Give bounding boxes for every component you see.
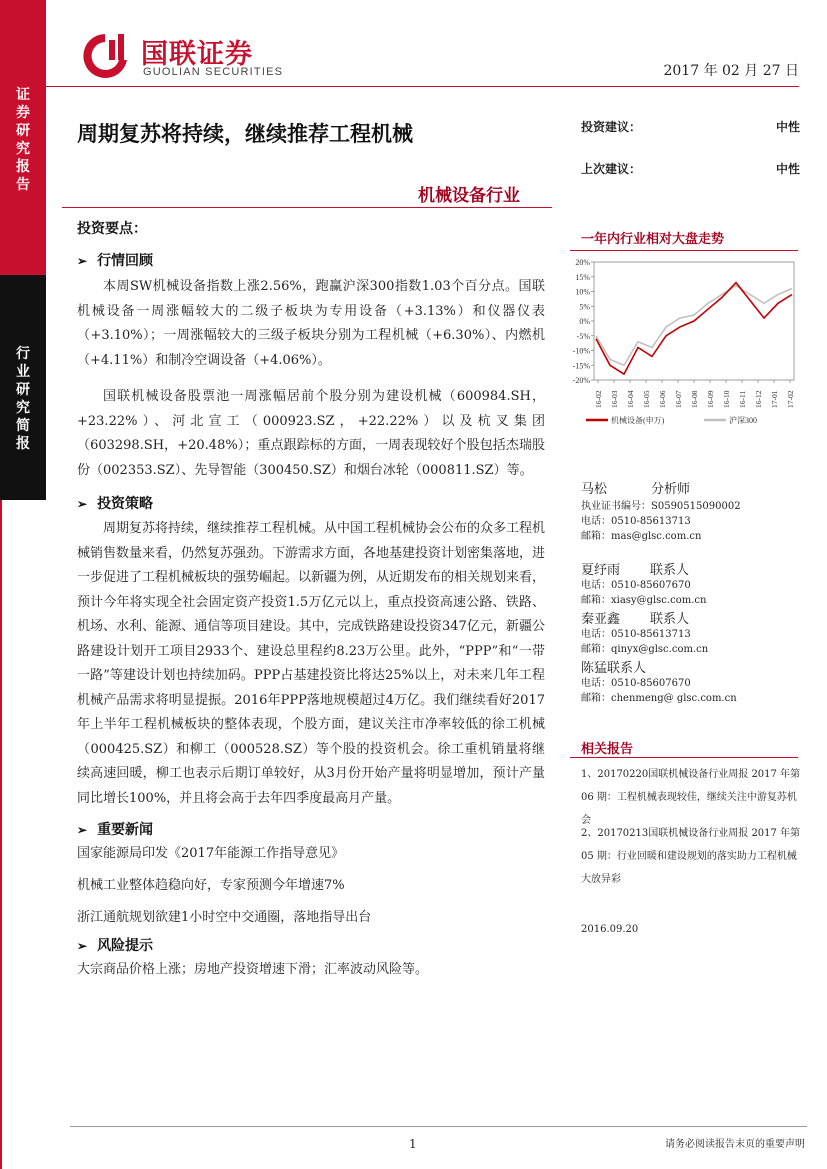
rating-previous-label: 上次建议： <box>581 162 642 176</box>
analyst-row <box>581 608 801 627</box>
left-rail-line <box>0 500 2 1169</box>
summary-heading: 投资要点： <box>77 221 147 237</box>
x-tick-label: 16-07 <box>674 390 683 408</box>
left-rail-bottom <box>0 275 46 500</box>
legend-label: 沪深300 <box>729 416 757 425</box>
analyst-role: 联系人 <box>650 612 690 627</box>
y-tick-label: 0% <box>579 317 590 326</box>
bullet-icon: ➢ <box>77 939 88 953</box>
report-date: 2017 年 02 月 27 日 <box>663 63 799 79</box>
related-report-item[interactable]: 2、20170213国联机械设备行业周报 2017 年第 05 期：行业回暖和建设规划的落实助力工程机械大放异彩 <box>581 828 801 885</box>
rating-previous-value: 中性 <box>776 162 801 176</box>
analyst-role: 联系人 <box>607 661 647 676</box>
header-rule <box>46 86 799 87</box>
y-tick-label: 5% <box>579 302 590 312</box>
x-tick-label: 16-06 <box>658 390 667 408</box>
analyst-name: 陈猛 <box>581 661 608 676</box>
section-heading-news <box>77 819 545 839</box>
x-tick-label: 16-02 <box>594 390 603 408</box>
paragraph-market-1: 本周SW机械设备指数上涨2.56%，跑赢沪深300指数1.03个百分点。国联机械设备一周涨幅较大的二级子板块为专用设备（+3.13%）和仪器仪表（+3.10%）；一周涨幅较大的三级子板块分别为工程机械（+6.30%）、内燃机（+4.11%）和制冷空调设备（+4.06%）。 <box>77 279 545 368</box>
x-tick-label: 17-02 <box>786 390 795 408</box>
section-title: 风险提示 <box>97 938 154 954</box>
main-column <box>77 218 545 979</box>
analyst-row <box>581 559 801 578</box>
industry-name: 机械设备行业 <box>418 186 520 206</box>
analyst-role: 分析师 <box>651 482 691 497</box>
rating-current-value: 中性 <box>776 120 801 134</box>
risk-text: 大宗商品价格上涨；房地产投资增速下滑；汇率波动风险等。 <box>77 962 429 977</box>
related-report-date: 2016.09.20 <box>581 924 639 935</box>
analyst-name: 马松 <box>581 482 608 497</box>
bullet-icon: ➢ <box>77 497 88 511</box>
brand-logo <box>83 30 303 84</box>
brand-name-en: GUOLIAN SECURITIES <box>143 66 284 78</box>
analyst-row <box>581 478 801 497</box>
section-title: 重要新闻 <box>97 822 154 838</box>
analyst-info: 电话：0510-85613713 <box>581 516 691 527</box>
news-item: 国家能源局印发《2017年能源工作指导意见》 <box>77 846 345 861</box>
section-title: 投资策略 <box>97 496 154 512</box>
title-rule <box>62 207 552 208</box>
news-item: 浙江通航规划欲建1小时空中交通圈，落地指导出台 <box>77 910 372 925</box>
y-tick-label: -20% <box>572 376 590 385</box>
chart-title-rule <box>570 250 798 251</box>
analyst-info: 电话：0510-85607670 <box>581 678 691 689</box>
section-title: 行情回顾 <box>97 253 154 269</box>
y-tick-label: -5% <box>576 331 590 341</box>
paragraph-strategy: 周期复苏将持续，继续推荐工程机械。从中国工程机械协会公布的众多工程机械销售数量来看，仍然复苏强劲。下游需求方面，各地基建投资计划密集落地，进一步促进了工程机械板块的强势崛起。以新疆为例，从近期发布的相关规划来看，预计今年将实现全社会固定资产投资1.5万亿元以上，重点投资高速公路、铁路、机场、水利、能源、通信等项目建设。其中，完成铁路建设投资347亿元，新疆公路建设计划开工项目2933个、建设总里程约8.23万公里。此外，“PPP”和“一带一路”等建设计划也持续加码。PPP占基建投资比将达25%以上，对未来几年工程机械产品需求将明显提振。2016年PPP落地规模超过4万亿。我们继续看好2017年上半年工程机械板块的整体表现，个股方面，建议关注市净率较低的徐工机械（000425.SZ）和柳工（000528.SZ）等个股的投资机会。徐工重机销量将继续高速回暖，柳工也表示后期订单较好，从3月份开始产量将明显增加，预计产量同比增长100%，并且将会高于去年四季度最高月产量。 <box>77 521 546 806</box>
series-line <box>596 286 792 366</box>
news-item: 机械工业整体趋稳向好，专家预测今年增速7% <box>77 878 345 893</box>
left-rail-top <box>0 0 46 275</box>
analyst-name: 夏纾雨 <box>581 563 621 578</box>
x-tick-label: 16-12 <box>754 390 763 408</box>
analyst-email[interactable]: 邮箱：xiasy@glsc.com.cn <box>581 595 707 606</box>
analyst-role: 联系人 <box>650 563 690 578</box>
x-tick-label: 16-04 <box>626 390 635 408</box>
series-line <box>596 283 792 375</box>
x-tick-label: 16-11 <box>738 390 747 408</box>
rail-label-report: 证券研究报告 <box>16 87 30 193</box>
legend-label: 机械设备(申万) <box>611 416 665 425</box>
analyst-email[interactable]: 邮箱：chenmeng@ glsc.com.cn <box>581 693 737 704</box>
x-tick-label: 16-05 <box>642 390 651 408</box>
chart-title: 一年内行业相对大盘走势 <box>581 232 725 247</box>
y-tick-label: 15% <box>575 272 590 282</box>
analyst-email[interactable]: 邮箱：qinyx@glsc.com.cn <box>581 644 709 655</box>
footer-rule <box>70 1126 807 1127</box>
related-title-rule <box>570 757 798 758</box>
analyst-info: 执业证书编号：S0590515090002 <box>581 501 741 512</box>
x-tick-label: 16-03 <box>610 390 619 408</box>
page-number: 1 <box>409 1137 417 1151</box>
related-reports-title: 相关报告 <box>581 742 634 757</box>
bullet-icon: ➢ <box>77 823 88 837</box>
bullet-icon: ➢ <box>77 254 88 268</box>
x-tick-label: 16-08 <box>690 390 699 408</box>
analyst-block <box>581 478 801 706</box>
analyst-row <box>581 657 801 676</box>
y-tick-label: -10% <box>572 346 590 356</box>
y-tick-label: 20% <box>575 258 590 267</box>
analyst-name: 秦亚鑫 <box>581 612 621 627</box>
brand-name-cn: 国联证券 <box>141 39 253 70</box>
disclaimer-note: 请务必阅读报告末页的重要声明 <box>665 1139 805 1150</box>
y-tick-label: -15% <box>572 361 590 371</box>
section-heading-strategy <box>77 493 545 513</box>
brand-mark-icon <box>83 30 133 80</box>
related-report-item[interactable]: 1、20170220国联机械设备行业周报 2017 年第 06 期：工程机械表现较佳，继续关注中游复苏机会 <box>581 769 801 826</box>
x-tick-label: 16-09 <box>706 390 715 408</box>
y-tick-label: 10% <box>575 287 590 297</box>
section-heading-risk <box>77 935 545 955</box>
analyst-email[interactable]: 邮箱：mas@glsc.com.cn <box>581 531 702 542</box>
paragraph-market-2: 国联机械设备股票池一周涨幅居前个股分别为建设机械（600984.SH，+23.22%）、河北宣工（000923.SZ，+22.22%）以及杭叉集团（603298.SH，+20.48%）；重点跟踪标的方面，一周表现较好个股包括杰瑞股份（002353.SZ）、先导智能（300450.SZ）和烟台冰轮（000811.SZ）等。 <box>77 389 545 478</box>
report-title: 周期复苏将持续，继续推荐工程机械 <box>77 121 413 146</box>
x-tick-label: 16-10 <box>722 390 731 408</box>
analyst-info: 电话：0510-85613713 <box>581 629 691 640</box>
rail-label-brief: 行业研究简报 <box>16 346 30 452</box>
rating-current-label: 投资建议： <box>581 120 642 134</box>
section-heading-market <box>77 250 545 270</box>
relative-performance-chart <box>566 256 801 426</box>
analyst-info: 电话：0510-85607670 <box>581 580 691 591</box>
x-tick-label: 17-01 <box>770 390 779 408</box>
